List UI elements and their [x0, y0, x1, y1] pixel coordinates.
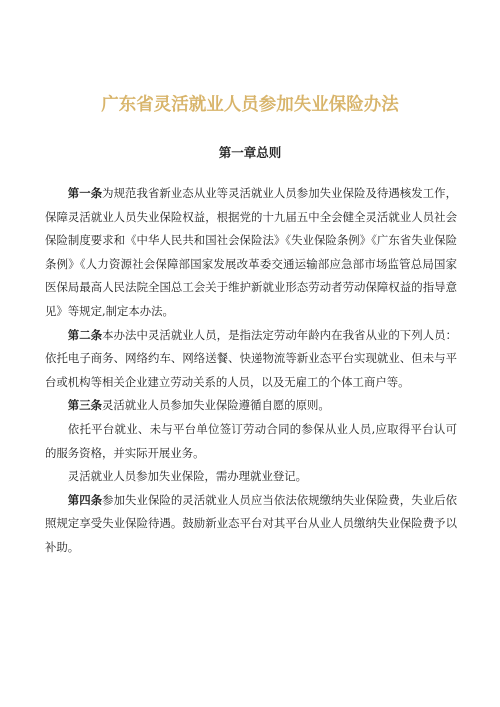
article-3-paragraph-2	[45, 418, 457, 465]
article-text: 本办法中灵活就业人员，是指法定劳动年龄内在我省从业的下列人员：依托电子商务、网络约车、网络送餐、快递物流等新业态平台实现就业、但未与平台或机构等相关企业建立劳动关系的人员，以及无雇工的个体工商户等。	[45, 327, 457, 389]
article-text: 为规范我省新业态从业等灵活就业人员参加失业保险及待遇核发工作，保障灵活就业人员失业保险权益，根据党的十九届五中全会健全灵活就业人员社会保险制度要求和《中华人民共和国社会保险法》《失业保险条例》《广东省失业保险条例》《人力资源社会保障部国家发展改革委交通运输部应急部市场监管总局国家医保局最高人民法院全国总工会关于维护新就业形态劳动者劳动保障权益的指导意见》等规定,制定本办法。	[45, 186, 457, 318]
paragraph-text: 依托平台就业、未与平台单位签订劳动合同的参保从业人员,应取得平台认可的服务资格，并实际开展业务。	[45, 421, 457, 460]
article-label: 第三条	[67, 398, 102, 413]
article-4	[45, 489, 457, 560]
document-title: 广东省灵活就业人员参加失业保险办法	[101, 95, 399, 115]
article-label: 第二条	[67, 327, 103, 342]
article-3	[45, 394, 457, 418]
article-label: 第四条	[67, 492, 103, 507]
article-text: 参加失业保险的灵活就业人员应当依法依规缴纳失业保险费，失业后依照规定享受失业保险待遇。鼓励新业态平台对其平台从业人员缴纳失业保险费予以补助。	[45, 492, 457, 554]
article-label: 第一条	[67, 186, 103, 200]
chapter-title: 第一章总则	[218, 145, 282, 160]
paragraph-text: 灵活就业人员参加失业保险，需办理就业登记。	[67, 469, 308, 484]
article-3-paragraph-3	[45, 465, 457, 489]
article-1	[45, 182, 457, 324]
document-body	[45, 182, 457, 560]
article-2	[45, 324, 457, 395]
article-text: 灵活就业人员参加失业保险遵循自愿的原则。	[101, 398, 330, 413]
